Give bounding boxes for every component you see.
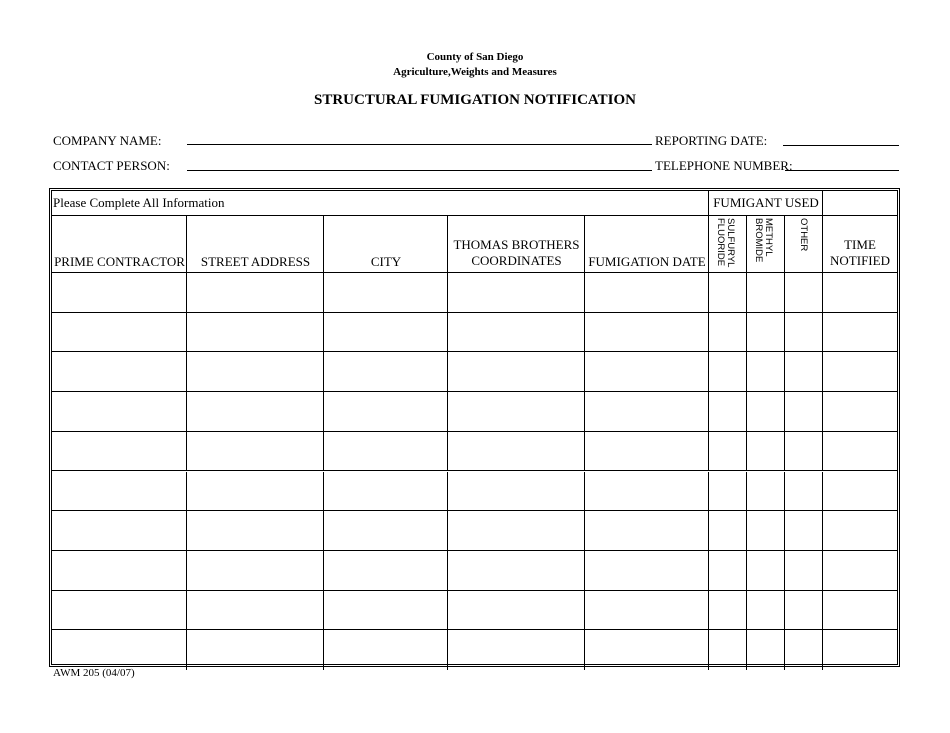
contact-person-label: CONTACT PERSON: bbox=[53, 158, 170, 173]
street-address-cell[interactable] bbox=[187, 432, 324, 472]
city-cell[interactable] bbox=[324, 273, 448, 313]
county-name: County of San Diego bbox=[426, 51, 524, 63]
city-cell[interactable] bbox=[324, 630, 448, 670]
prime-contractor-cell[interactable] bbox=[52, 551, 187, 591]
thomas-brothers-cell[interactable] bbox=[448, 630, 585, 670]
prime-contractor-cell[interactable] bbox=[52, 511, 187, 551]
department-name: Agriculture,Weights and Measures bbox=[393, 66, 557, 78]
time-label: TIME bbox=[844, 237, 876, 252]
methyl-bromide-cell[interactable] bbox=[747, 591, 785, 631]
instructions-cell bbox=[52, 191, 709, 216]
col-sulfuryl-fluoride bbox=[709, 216, 747, 273]
thomas-brothers-cell[interactable] bbox=[448, 273, 585, 313]
sulfuryl-fluoride-cell[interactable] bbox=[709, 432, 747, 472]
sulfuryl-fluoride-cell[interactable] bbox=[709, 352, 747, 392]
company-name-label: COMPANY NAME: bbox=[53, 133, 162, 148]
street-address-cell[interactable] bbox=[187, 352, 324, 392]
telephone-number-line[interactable] bbox=[785, 170, 899, 171]
fumigation-date-cell[interactable] bbox=[585, 511, 709, 551]
street-address-cell[interactable] bbox=[187, 392, 324, 432]
col-thomas-brothers bbox=[448, 216, 585, 273]
street-address-cell[interactable] bbox=[187, 511, 324, 551]
other-cell[interactable] bbox=[785, 392, 823, 432]
prime-contractor-cell[interactable] bbox=[52, 432, 187, 472]
street-address-cell[interactable] bbox=[187, 551, 324, 591]
time-notified-cell[interactable] bbox=[823, 313, 897, 353]
city-cell[interactable] bbox=[324, 551, 448, 591]
methyl-bromide-cell[interactable] bbox=[747, 511, 785, 551]
street-address-label: STREET ADDRESS bbox=[200, 254, 311, 269]
other-label: OTHER bbox=[798, 218, 809, 252]
sulfuryl-fluoride-cell[interactable] bbox=[709, 392, 747, 432]
notified-label: NOTIFIED bbox=[830, 253, 890, 268]
sulfuryl-fluoride-cell[interactable] bbox=[709, 313, 747, 353]
thomas-brothers-cell[interactable] bbox=[448, 472, 585, 512]
sulfuryl-fluoride-cell[interactable] bbox=[709, 591, 747, 631]
time-notified-cell[interactable] bbox=[823, 591, 897, 631]
fumigation-date-cell[interactable] bbox=[585, 630, 709, 670]
time-notified-cell[interactable] bbox=[823, 472, 897, 512]
company-name-line[interactable] bbox=[187, 144, 652, 145]
col-other bbox=[785, 216, 823, 273]
fumigant-used-header bbox=[709, 191, 823, 216]
prime-contractor-cell[interactable] bbox=[52, 313, 187, 353]
prime-contractor-label: PRIME CONTRACTOR bbox=[54, 254, 185, 269]
sulfuryl-fluoride-cell[interactable] bbox=[709, 273, 747, 313]
street-address-cell[interactable] bbox=[187, 313, 324, 353]
thomas-brothers-cell[interactable] bbox=[448, 352, 585, 392]
methyl-bromide-label bbox=[753, 218, 773, 262]
fumigation-date-cell[interactable] bbox=[585, 551, 709, 591]
sulfuryl-fluoride-label bbox=[715, 218, 735, 267]
col-methyl-bromide bbox=[747, 216, 785, 273]
methyl-bromide-cell[interactable] bbox=[747, 352, 785, 392]
sulfuryl-fluoride-cell[interactable] bbox=[709, 511, 747, 551]
prime-contractor-cell[interactable] bbox=[52, 352, 187, 392]
contact-person-line[interactable] bbox=[187, 170, 652, 171]
bromide-text: BROMIDE bbox=[753, 218, 764, 263]
city-cell[interactable] bbox=[324, 591, 448, 631]
prime-contractor-cell[interactable] bbox=[52, 273, 187, 313]
methyl-bromide-cell[interactable] bbox=[747, 392, 785, 432]
time-notified-cell[interactable] bbox=[823, 352, 897, 392]
other-cell[interactable] bbox=[785, 432, 823, 472]
prime-contractor-cell[interactable] bbox=[52, 591, 187, 631]
methyl-bromide-cell[interactable] bbox=[747, 313, 785, 353]
time-notified-cell[interactable] bbox=[823, 432, 897, 472]
thomas-brothers-cell[interactable] bbox=[448, 511, 585, 551]
col-time-notified bbox=[823, 216, 897, 273]
city-cell[interactable] bbox=[324, 472, 448, 512]
telephone-number-label: TELEPHONE NUMBER: bbox=[655, 158, 793, 173]
reporting-date-label: REPORTING DATE: bbox=[655, 133, 768, 148]
methyl-bromide-cell[interactable] bbox=[747, 273, 785, 313]
sulfuryl-fluoride-cell[interactable] bbox=[709, 551, 747, 591]
blank-header-cell bbox=[823, 191, 897, 216]
page-title: STRUCTURAL FUMIGATION NOTIFICATION bbox=[314, 92, 636, 108]
time-notified-cell[interactable] bbox=[823, 551, 897, 591]
fumigation-date-cell[interactable] bbox=[585, 591, 709, 631]
fumigation-date-cell[interactable] bbox=[585, 352, 709, 392]
fumigation-date-label: FUMIGATION DATE bbox=[588, 254, 706, 269]
methyl-bromide-cell[interactable] bbox=[747, 472, 785, 512]
col-street-address bbox=[187, 216, 324, 273]
fumigation-date-cell[interactable] bbox=[585, 472, 709, 512]
thomas-brothers-cell[interactable] bbox=[448, 551, 585, 591]
city-cell[interactable] bbox=[324, 313, 448, 353]
city-cell[interactable] bbox=[324, 392, 448, 432]
col-city bbox=[324, 216, 448, 273]
other-cell[interactable] bbox=[785, 472, 823, 512]
other-cell[interactable] bbox=[785, 630, 823, 670]
street-address-cell[interactable] bbox=[187, 591, 324, 631]
thomas-brothers-label: THOMAS BROTHERS bbox=[453, 237, 580, 252]
prime-contractor-cell[interactable] bbox=[52, 472, 187, 512]
city-label: CITY bbox=[370, 254, 402, 269]
methyl-bromide-cell[interactable] bbox=[747, 551, 785, 591]
methyl-text: METHYL bbox=[763, 218, 774, 257]
time-notified-cell[interactable] bbox=[823, 630, 897, 670]
reporting-date-line[interactable] bbox=[783, 145, 899, 146]
time-notified-cell[interactable] bbox=[823, 511, 897, 551]
thomas-brothers-cell[interactable] bbox=[448, 392, 585, 432]
time-notified-cell[interactable] bbox=[823, 273, 897, 313]
fumigation-date-cell[interactable] bbox=[585, 432, 709, 472]
thomas-brothers-cell[interactable] bbox=[448, 313, 585, 353]
col-fumigation-date bbox=[585, 216, 709, 273]
other-cell[interactable] bbox=[785, 352, 823, 392]
time-notified-cell[interactable] bbox=[823, 392, 897, 432]
fumigation-table bbox=[49, 188, 900, 667]
fluoride-text: FLUORIDE bbox=[715, 218, 726, 267]
other-cell[interactable] bbox=[785, 313, 823, 353]
city-cell[interactable] bbox=[324, 432, 448, 472]
street-address-cell[interactable] bbox=[187, 472, 324, 512]
sulfuryl-fluoride-cell[interactable] bbox=[709, 630, 747, 670]
thomas-brothers-cell[interactable] bbox=[448, 591, 585, 631]
methyl-bromide-cell[interactable] bbox=[747, 630, 785, 670]
form-number: AWM 205 (04/07) bbox=[53, 667, 135, 679]
city-cell[interactable] bbox=[324, 511, 448, 551]
thomas-brothers-cell[interactable] bbox=[448, 432, 585, 472]
prime-contractor-cell[interactable] bbox=[52, 392, 187, 432]
other-cell[interactable] bbox=[785, 511, 823, 551]
street-address-cell[interactable] bbox=[187, 273, 324, 313]
fumigation-date-cell[interactable] bbox=[585, 392, 709, 432]
fumigant-used-label: FUMIGANT USED bbox=[713, 195, 819, 210]
other-cell[interactable] bbox=[785, 273, 823, 313]
other-cell[interactable] bbox=[785, 551, 823, 591]
methyl-bromide-cell[interactable] bbox=[747, 432, 785, 472]
city-cell[interactable] bbox=[324, 352, 448, 392]
sulfuryl-fluoride-cell[interactable] bbox=[709, 472, 747, 512]
fumigation-date-cell[interactable] bbox=[585, 273, 709, 313]
coordinates-label: COORDINATES bbox=[471, 253, 562, 268]
instructions-text: Please Complete All Information bbox=[53, 195, 225, 210]
other-cell[interactable] bbox=[785, 591, 823, 631]
prime-contractor-cell[interactable] bbox=[52, 630, 187, 670]
sulfuryl-text: SULFURYL bbox=[725, 218, 736, 268]
fumigation-date-cell[interactable] bbox=[585, 313, 709, 353]
street-address-cell[interactable] bbox=[187, 630, 324, 670]
col-prime-contractor bbox=[52, 216, 187, 273]
